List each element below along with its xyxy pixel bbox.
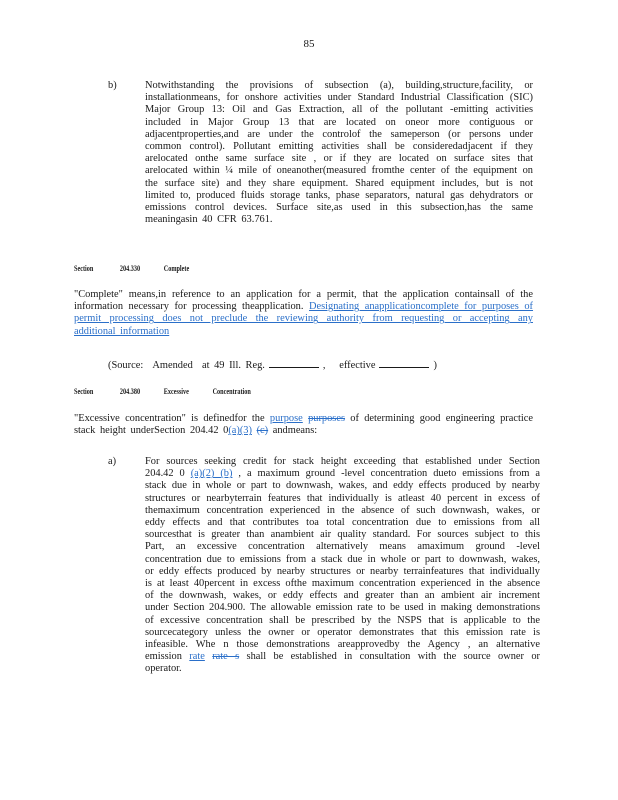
section-number: 204.330 <box>119 264 141 273</box>
subsection-b-label: b) <box>108 80 117 91</box>
page-number: 85 <box>303 38 315 50</box>
subsection-a-label: a) <box>108 456 117 467</box>
inserted-a3: (a)(3) <box>228 425 252 437</box>
section-title-excessive: Excessive <box>163 387 189 396</box>
intro-text-1: "Excessive concentration" is definedfor the <box>74 413 265 424</box>
inserted-text: Designating anapplicationcomplete for purposes of permit processing does not preclude the reviewing authority from requesting or accepting any additional information <box>74 301 534 337</box>
source-note <box>108 358 508 372</box>
effective-date-blank <box>379 358 429 368</box>
complete-definition: "Complete" means,in reference to an application for a permit, that the application containsall of the information necessary for processing theapplication. <box>74 289 533 313</box>
section-204-330-heading <box>74 264 189 273</box>
subsection-a-text-1: For sources seeking credit for stack height exceeding that established under Section 204.42 0 <box>145 456 540 480</box>
inserted-a2b: (a)(2) (b) <box>190 468 233 480</box>
subsection-a-text-2: , a maximum ground -level concentration dueto emissions from a stack due in whole or part to downwash, wakes, and eddy effects produced by nearby structures or nearbyterrain features that individually is atleast 40 percent in excess of themaximum concentration experienced in the absence of such downwash, wakes, or eddy effects and that contributes toa total concentration due to emissions from all sourcesthat is greater than anambient air quality standard. For sources subject to this Part, an excessive concentration alternatively means amaximum ground -level concentration due to emissions from a stack due in whole or part to downwash, wakes, or eddy effects produced by nearby structures or nearby terrainfeatures that individually is at least 40percent in excess ofthe maximum concentration experienced in the absence of the downwash, wakes, or eddy effects and greater than an ambient air increment under Section 204.900. The allowable emission rate to be used in making demonstrations of excessive concentration shall be prescribed by the NSPS that is applicable to the sourcecategory unless the owner or operator demonstrates that this emission rate is infeasible. Whe n those demonstrations areapprovedby the Agency , an alternative emission <box>145 468 540 663</box>
inserted-rate: rate <box>189 651 205 663</box>
deleted-purposes: purposes <box>308 413 346 424</box>
section-title-concentration: Concentration <box>212 387 251 396</box>
source-close: ) <box>433 360 437 371</box>
source-open: (Source: <box>108 360 144 371</box>
deleted-rates: rate s <box>212 651 240 663</box>
section-word: Section <box>74 387 94 396</box>
source-effective: effective <box>339 360 376 371</box>
section-word: Section <box>74 264 94 273</box>
intro-text-2: of determining good engineering practice stack height underSection 204.42 0 <box>74 413 533 437</box>
section-204-330-text <box>74 289 533 338</box>
source-comma: , <box>322 360 326 371</box>
section-204-380-heading <box>74 387 251 396</box>
section-title: Complete <box>163 264 190 273</box>
inserted-purpose: purpose <box>269 413 303 424</box>
intro-text-3: andmeans: <box>272 425 318 437</box>
source-amended: Amended <box>152 360 193 371</box>
subsection-a-text-3: shall be established in consultation with the source owner or operator. <box>145 651 540 675</box>
source-register: at 49 Ill. Reg. <box>202 360 265 371</box>
subsection-b-text: Notwithstanding the provisions of subsection (a), building,structure,facility, or installationmeans, for onshore activities under Standard Industrial Classification (SIC) Major Group 13: Oil and Gas Extraction, all of the pollutant -emitting activities included in Major Group 13 that are located on oneor more contiguous or adjacentproperties,and are under the controlof the sameperson (or persons under common control). Pollutant emitting activities shall be consideredadjacent if they arelocated onthe same surface site , or if they are located on surface sites that arelocated within ¼ mile of oneanother(measured fromthe center of the equipment on the surface site) and they share equipment. Shared equipment includes, but is not limited to, produced fluids storage tanks, phase separators, natural gas dehydrators or emissions control devices. Surface site,as used in this subsection,has the same meaningasin 40 CFR 63.761. <box>145 80 533 226</box>
register-blank <box>269 358 319 368</box>
section-number: 204.380 <box>119 387 141 396</box>
deleted-c: (c) <box>256 425 269 437</box>
subsection-a-text <box>145 456 540 676</box>
section-204-380-intro <box>74 413 533 437</box>
